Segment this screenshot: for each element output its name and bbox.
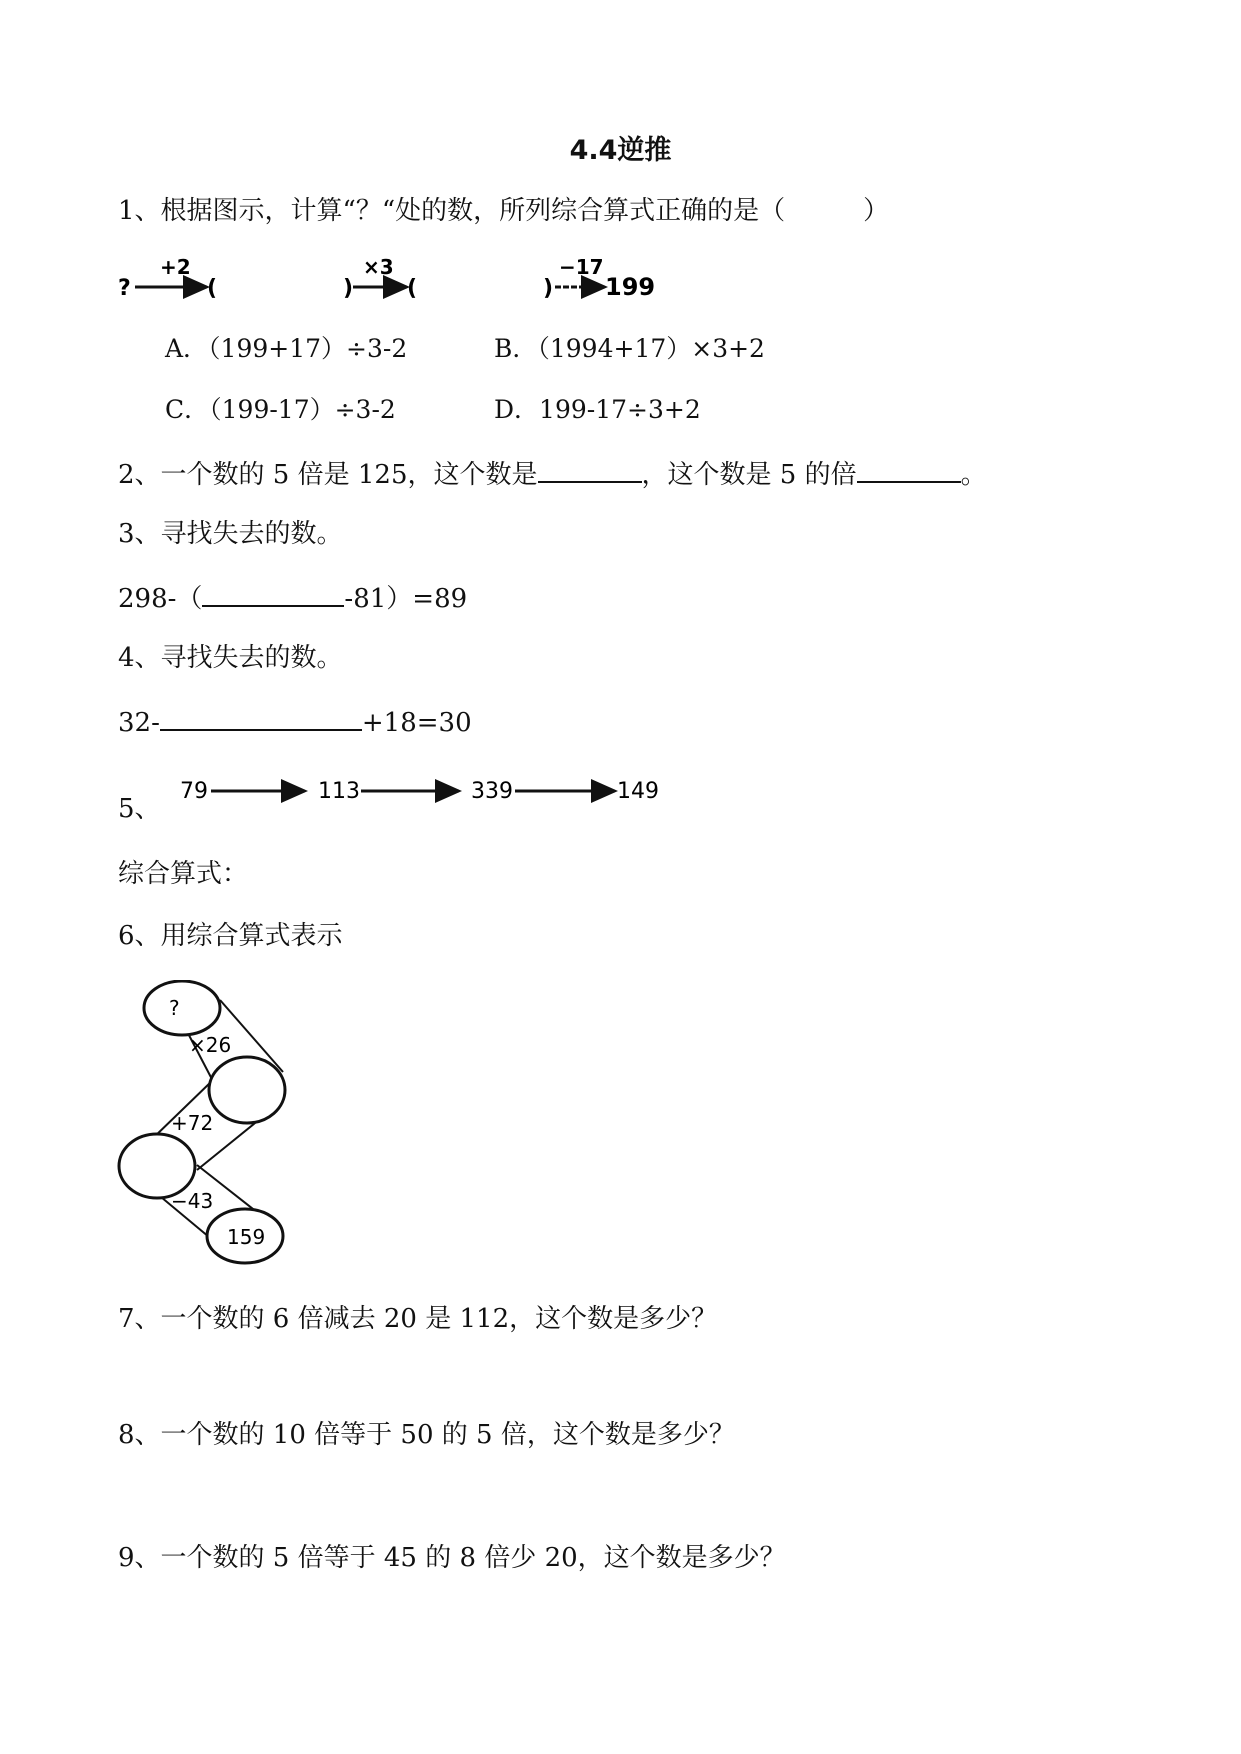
answer-blank-4[interactable]	[160, 703, 362, 731]
question-6-text: 6、用综合算式表示	[118, 921, 343, 951]
question-7-text: 7、一个数的 6 倍减去 20 是 112，这个数是多少？	[118, 1304, 718, 1334]
question-3-expr-pre: 298-（	[118, 584, 203, 614]
diagram-paren-open-2: (	[407, 276, 418, 301]
question-8-text: 8、一个数的 10 倍等于 50 的 5 倍，这个数是多少？	[118, 1420, 735, 1450]
option-a: A．（199+17）÷3-2	[165, 334, 408, 363]
diagram-paren-close-2: )	[543, 276, 554, 301]
question-5-diagram	[175, 770, 675, 810]
answer-blank-3[interactable]	[202, 579, 344, 607]
question-3-expression	[118, 579, 467, 616]
option-b: B．（1994+17）×3+2	[494, 334, 765, 363]
diagram-paren-open-1: (	[207, 276, 218, 301]
question-4-expr-pre: 32-	[118, 708, 160, 738]
question-3-expr-post: -81）=89	[344, 584, 468, 614]
oval-start-symbol: ?	[169, 996, 180, 1020]
diagram-op-minus17: −17	[559, 255, 604, 279]
question-5-label: 5、	[118, 794, 161, 824]
diagram-op-plus2: +2	[160, 255, 191, 279]
question-2-part1: 2、一个数的 5 倍是 125，这个数是	[118, 460, 538, 490]
question-4-expression	[118, 703, 472, 740]
oval-result-value: 159	[227, 1225, 266, 1249]
oval-start	[144, 981, 220, 1035]
diagram-op-times3: ×3	[363, 255, 394, 279]
oval-second	[209, 1057, 285, 1123]
question-2-part3: 。	[960, 460, 987, 490]
question-5-answer-label: 综合算式：	[118, 859, 249, 889]
chain-number-339: 339	[471, 779, 513, 804]
question-6-diagram	[115, 980, 305, 1280]
question-4-text: 4、寻找失去的数。	[118, 643, 343, 673]
answer-blank-2a[interactable]	[538, 455, 642, 483]
op-times26: ×26	[189, 1033, 232, 1057]
option-d: D．199-17÷3+2	[494, 395, 701, 424]
question-2-part2: ，这个数是 5 的倍	[641, 460, 857, 490]
diagram-start-symbol: ?	[118, 276, 131, 301]
diagram-paren-close-1: )	[343, 276, 354, 301]
question-3-text: 3、寻找失去的数。	[118, 519, 343, 549]
chain-number-149: 149	[617, 779, 659, 804]
diagram-result: 199	[605, 273, 656, 301]
chain-number-113: 113	[318, 779, 360, 804]
op-minus43: −43	[171, 1189, 214, 1213]
question-1-text: 1、根据图示，计算“？“处的数，所列综合算式正确的是（ ）	[118, 196, 890, 226]
option-c: C．（199-17）÷3-2	[165, 395, 396, 424]
op-plus72: +72	[171, 1111, 214, 1135]
question-2	[118, 455, 987, 492]
question-1-diagram	[115, 250, 695, 310]
question-4-expr-post: +18=30	[361, 708, 472, 738]
question-9-text: 9、一个数的 5 倍等于 45 的 8 倍少 20，这个数是多少？	[118, 1543, 786, 1573]
chain-number-79: 79	[180, 779, 208, 804]
page-title: 4.4逆推	[569, 135, 672, 166]
answer-blank-2b[interactable]	[857, 455, 961, 483]
